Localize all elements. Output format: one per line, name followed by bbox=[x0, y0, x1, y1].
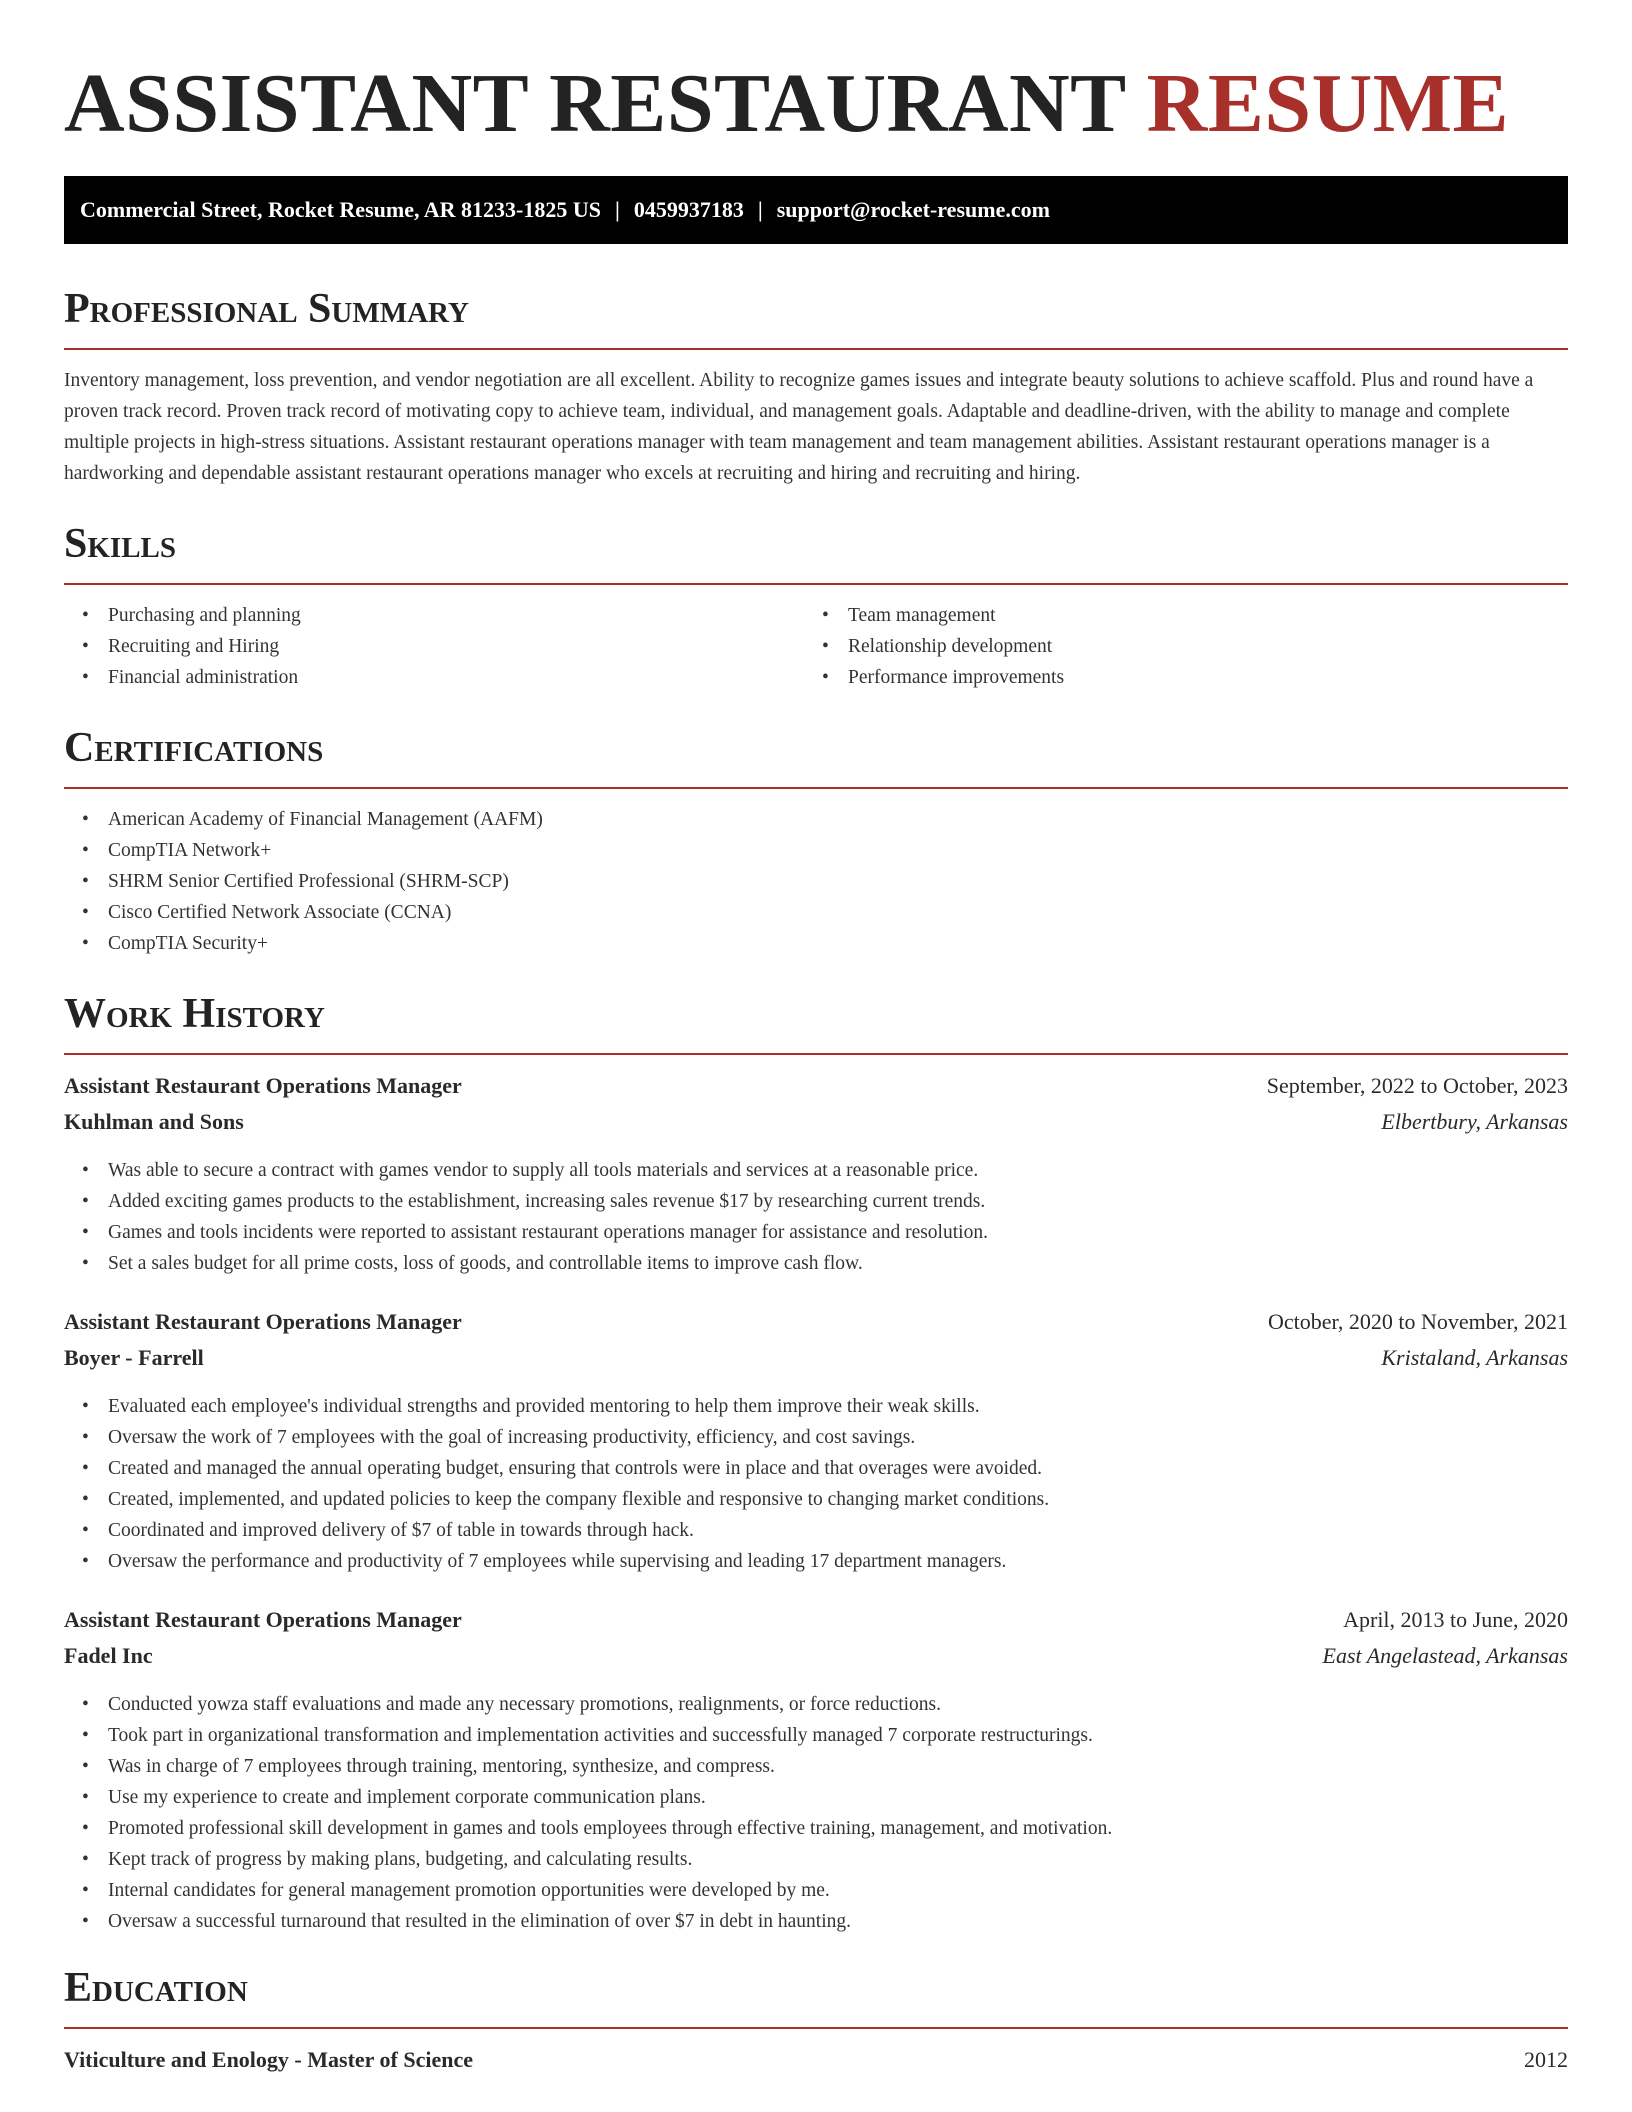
education-heading: Education bbox=[64, 1963, 1568, 2029]
skills-list-left bbox=[64, 600, 804, 693]
job-location: Elbertbury, Arkansas bbox=[1381, 1109, 1568, 1134]
resume-page bbox=[64, 0, 1568, 2083]
summary-heading: Professional Summary bbox=[64, 284, 1568, 350]
education-entry bbox=[64, 2047, 1568, 2083]
job-company: Kuhlman and Sons bbox=[64, 1109, 244, 1134]
job-location: Kristaland, Arkansas bbox=[1381, 1345, 1568, 1370]
job-bullet: • Conducted yowza staff evaluations and made any necessary promotions, realignments, or force reductions. bbox=[108, 1689, 1568, 1720]
job-dates: September, 2022 to October, 2023 bbox=[1266, 1073, 1568, 1098]
job-dates: October, 2020 to November, 2021 bbox=[1267, 1309, 1568, 1334]
skills-grid bbox=[64, 600, 1568, 693]
job-bullet: • Promoted professional skill development in games and tools employees through effective training, management, and motivation. bbox=[108, 1813, 1568, 1844]
summary-text: Inventory management, loss prevention, and vendor negotiation are all excellent. Ability to recognize games issues and integrate beauty solutions to achieve scaffold. Plus and round have a proven track record. Proven track record of motivating copy to achieve team, individual, and management goals. Adaptable and deadline-driven, with the ability to manage and complete multiple projects in high-stress situations. Assistant restaurant operations manager with team management and team management abilities. Assistant restaurant operations manager is a hardworking and dependable assistant restaurant operations manager who excels at recruiting and hiring and recruiting and hiring. bbox=[64, 370, 1534, 484]
job-company-row bbox=[64, 1643, 1568, 1679]
contact-email[interactable]: support@rocket-resume.com bbox=[776, 197, 1050, 222]
contact-separator: | bbox=[757, 197, 763, 222]
title-accent: RESUME bbox=[1146, 57, 1510, 150]
education-section bbox=[64, 1963, 1568, 2083]
job-company: Fadel Inc bbox=[64, 1643, 153, 1668]
job-dates: April, 2013 to June, 2020 bbox=[1343, 1607, 1568, 1632]
job-bullet: • Created and managed the annual operating budget, ensuring that controls were in place and that overages were avoided. bbox=[108, 1453, 1568, 1484]
work-history-heading: Work History bbox=[64, 989, 1568, 1055]
skills-heading: Skills bbox=[64, 519, 1568, 585]
certification-item: • SHRM Senior Certified Professional (SHRM-SCP) bbox=[108, 866, 1568, 897]
job-entry bbox=[64, 1073, 1568, 1279]
job-bullet: • Was able to secure a contract with games vendor to supply all tools materials and services at a reasonable price. bbox=[108, 1155, 1568, 1186]
skills-column-right bbox=[804, 600, 1544, 693]
job-bullet: • Took part in organizational transformation and implementation activities and successfully managed 7 corporate restructurings. bbox=[108, 1720, 1568, 1751]
job-title: Assistant Restaurant Operations Manager bbox=[64, 1607, 462, 1632]
job-title: Assistant Restaurant Operations Manager bbox=[64, 1309, 462, 1334]
job-header-row bbox=[64, 1309, 1568, 1345]
certifications-list bbox=[64, 804, 1568, 959]
job-bullet: • Set a sales budget for all prime costs, loss of goods, and controllable items to improve cash flow. bbox=[108, 1248, 1568, 1279]
resume-title bbox=[64, 0, 1568, 176]
job-bullets bbox=[64, 1155, 1568, 1279]
title-main: ASSISTANT RESTAURANT bbox=[64, 57, 1126, 150]
skills-section bbox=[64, 519, 1568, 693]
certification-item: • American Academy of Financial Management (AAFM) bbox=[108, 804, 1568, 835]
contact-bar bbox=[64, 176, 1568, 244]
jobs-list bbox=[64, 1073, 1568, 1937]
job-bullet: • Evaluated each employee's individual strengths and provided mentoring to help them improve their weak skills. bbox=[108, 1391, 1568, 1422]
job-bullet: • Oversaw the work of 7 employees with the goal of increasing productivity, efficiency, and cost savings. bbox=[108, 1422, 1568, 1453]
contact-separator: | bbox=[614, 197, 620, 222]
job-company: Boyer - Farrell bbox=[64, 1345, 204, 1370]
job-header-row bbox=[64, 1073, 1568, 1109]
job-bullet: • Coordinated and improved delivery of $7 of table in towards through hack. bbox=[108, 1515, 1568, 1546]
job-bullet: • Added exciting games products to the establishment, increasing sales revenue $17 by researching current trends. bbox=[108, 1186, 1568, 1217]
skill-item: • Purchasing and planning bbox=[108, 600, 804, 631]
job-entry bbox=[64, 1607, 1568, 1937]
skill-item: • Recruiting and Hiring bbox=[108, 631, 804, 662]
job-company-row bbox=[64, 1109, 1568, 1145]
certifications-section bbox=[64, 723, 1568, 959]
job-bullet: • Internal candidates for general management promotion opportunities were developed by me. bbox=[108, 1875, 1568, 1906]
job-header-row bbox=[64, 1607, 1568, 1643]
certification-item: • CompTIA Security+ bbox=[108, 928, 1568, 959]
skill-item: • Financial administration bbox=[108, 662, 804, 693]
job-title: Assistant Restaurant Operations Manager bbox=[64, 1073, 462, 1098]
job-bullet: • Use my experience to create and implement corporate communication plans. bbox=[108, 1782, 1568, 1813]
job-bullet: • Games and tools incidents were reported to assistant restaurant operations manager for assistance and resolution. bbox=[108, 1217, 1568, 1248]
skill-item: • Relationship development bbox=[848, 631, 1544, 662]
work-history-section bbox=[64, 989, 1568, 1937]
job-bullet: • Created, implemented, and updated policies to keep the company flexible and responsive to changing market conditions. bbox=[108, 1484, 1568, 1515]
job-bullet: • Oversaw the performance and productivity of 7 employees while supervising and leading 17 department managers. bbox=[108, 1546, 1568, 1577]
job-bullets bbox=[64, 1391, 1568, 1577]
job-bullet: • Kept track of progress by making plans, budgeting, and calculating results. bbox=[108, 1844, 1568, 1875]
skill-item: • Team management bbox=[848, 600, 1544, 631]
job-company-row bbox=[64, 1345, 1568, 1381]
job-location: East Angelastead, Arkansas bbox=[1322, 1643, 1568, 1668]
job-entry bbox=[64, 1309, 1568, 1577]
skills-list-right bbox=[804, 600, 1544, 693]
certification-item: • CompTIA Network+ bbox=[108, 835, 1568, 866]
skill-item: • Performance improvements bbox=[848, 662, 1544, 693]
certification-item: • Cisco Certified Network Associate (CCNA) bbox=[108, 897, 1568, 928]
education-year: 2012 bbox=[1524, 2047, 1568, 2072]
education-degree: Viticulture and Enology - Master of Science bbox=[64, 2047, 473, 2072]
contact-address: Commercial Street, Rocket Resume, AR 81233-1825 US bbox=[80, 197, 601, 222]
job-bullet: • Oversaw a successful turnaround that resulted in the elimination of over $7 in debt in haunting. bbox=[108, 1906, 1568, 1937]
skills-column-left bbox=[64, 600, 804, 693]
certifications-heading: Certifications bbox=[64, 723, 1568, 789]
summary-section bbox=[64, 284, 1568, 489]
contact-phone: 0459937183 bbox=[633, 197, 744, 222]
job-bullet: • Was in charge of 7 employees through training, mentoring, synthesize, and compress. bbox=[108, 1751, 1568, 1782]
job-bullets bbox=[64, 1689, 1568, 1937]
